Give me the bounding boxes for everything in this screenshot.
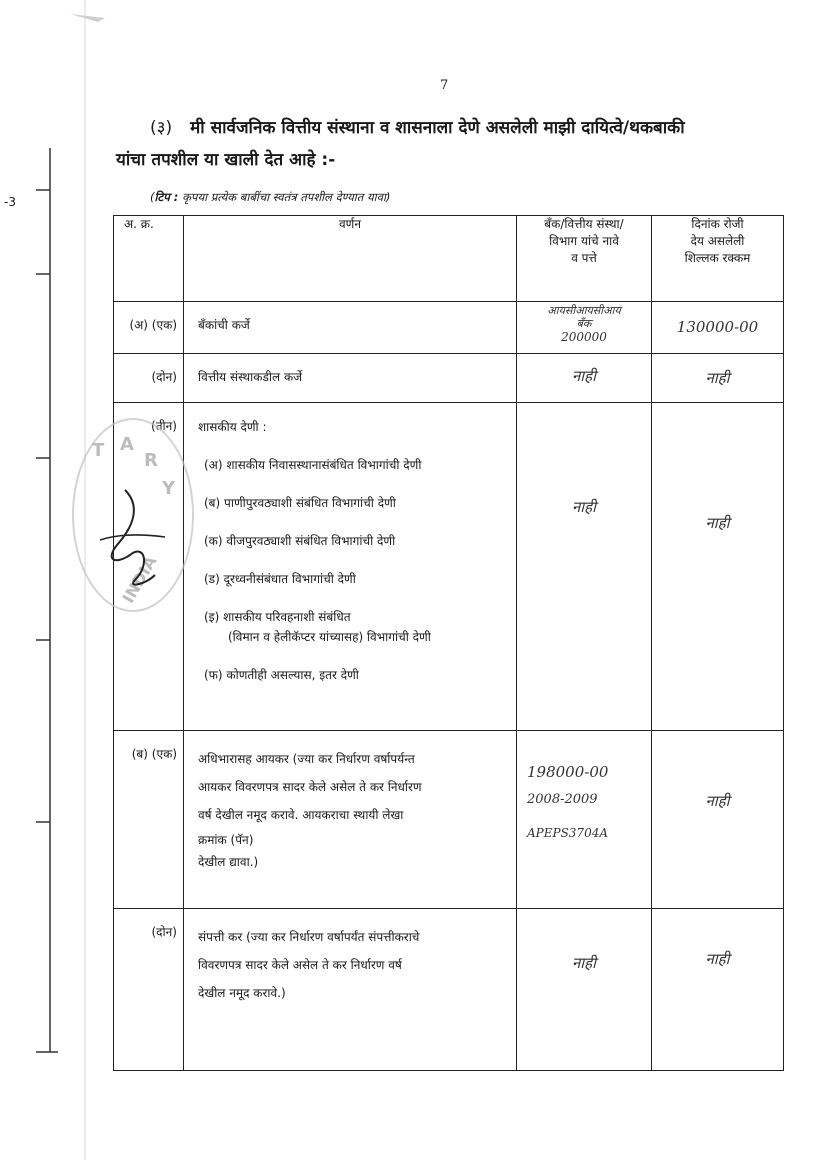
row-sr: (दोन): [114, 354, 184, 403]
row-bank: नाही: [517, 909, 652, 1071]
row-amount: नाही: [652, 354, 784, 403]
heading-line-1: [116, 112, 796, 144]
header-bank: बँक/वित्तीय संस्था/ विभाग यांचे नावे व पत्ते: [517, 216, 652, 302]
notary-stamp: T A R Y INDIA: [72, 418, 194, 612]
govt-dues-item: (क) वीजपुरवठ्याशी संबंधित विभागांची देणी: [204, 534, 396, 548]
header-row: [114, 216, 784, 302]
row-sr: (दोन): [114, 909, 184, 1071]
row-amount: नाही: [652, 731, 784, 909]
tip-label: टिप :: [154, 190, 179, 204]
row-description: संपत्ती कर (ज्या कर निर्धारण वर्षापर्यंत संपत्तीकराचे विवरणपत्र सादर केले असेल ते कर निर्धारण वर्ष देखील नमूद करावे.): [184, 909, 517, 1071]
row-bank: आयसीआयसीआय बँक 200000: [517, 302, 652, 354]
header-amount: दिनांक रोजी देय असलेली शिल्लक रक्कम: [652, 216, 784, 302]
row-description: [184, 403, 517, 731]
header-description: वर्णन: [184, 216, 517, 302]
govt-dues-item: (फ) कोणतीही असल्यास, इतर देणी: [204, 668, 359, 682]
table-row: [114, 354, 784, 403]
table-row: [114, 302, 784, 354]
liabilities-table: [113, 215, 784, 1071]
govt-dues-item: (अ) शासकीय निवासस्थानासंबंधित विभागांची देणी: [204, 458, 422, 472]
margin-number: -3: [4, 195, 16, 209]
signature: [95, 485, 175, 595]
row-description: अधिभारासह आयकर (ज्या कर निर्धारण वर्षापर्यन्त आयकर विवरणपत्र सादर केले असेल ते कर निर्धारण वर्ष देखील नमूद करावे. आयकराचा स्थायी लेखा क्रमांक (पॅन) देखील द्यावा.): [184, 731, 517, 909]
section-heading: [116, 112, 796, 176]
govt-dues-title: शासकीय देणी :: [198, 420, 267, 434]
table-row: [114, 909, 784, 1071]
heading-text-1: मी सार्वजनिक वित्तीय संस्थाना व शासनाला देणे असलेली माझी दायित्वे/थकबाकी: [190, 118, 685, 138]
table-row: [114, 731, 784, 909]
row-description: वित्तीय संस्थाकडील कर्जे: [184, 354, 517, 403]
tip-text: कृपया प्रत्येक बाबींचा स्वतंत्र तपशील देण्यात यावा): [182, 190, 391, 204]
row-bank: नाही: [517, 403, 652, 731]
govt-dues-item: (इ) शासकीय परिवहनाशी संबंधित (विमान व हेलीकॅप्टर यांच्यासह) विभागांची देणी: [204, 610, 431, 644]
row-sr: (तीन): [114, 403, 184, 731]
tip-note: (टिप : कृपया प्रत्येक बाबींचा स्वतंत्र तपशील देण्यात यावा): [150, 190, 391, 204]
row-description: बँकांची कर्जे: [184, 302, 517, 354]
heading-number: (३): [150, 118, 173, 138]
row-sr: (ब) (एक): [114, 731, 184, 909]
page-number: 7: [440, 78, 449, 93]
table-row: [114, 403, 784, 731]
row-bank: 198000-00 2008-2009 APEPS3704A: [517, 731, 652, 909]
govt-dues-item: (ड) दूरध्वनीसंबंधात विभागांची देणी: [204, 572, 356, 586]
row-amount: नाही: [652, 403, 784, 731]
heading-line-2: यांचा तपशील या खाली देत आहे :-: [116, 150, 336, 170]
row-sr: (अ) (एक): [114, 302, 184, 354]
row-amount: नाही: [652, 909, 784, 1071]
row-amount: 130000-00: [652, 302, 784, 354]
row-bank: नाही: [517, 354, 652, 403]
govt-dues-item: (ब) पाणीपुरवठ्याशी संबंधित विभागांची देणी: [204, 496, 396, 510]
header-sr: अ. क्र.: [114, 216, 184, 302]
